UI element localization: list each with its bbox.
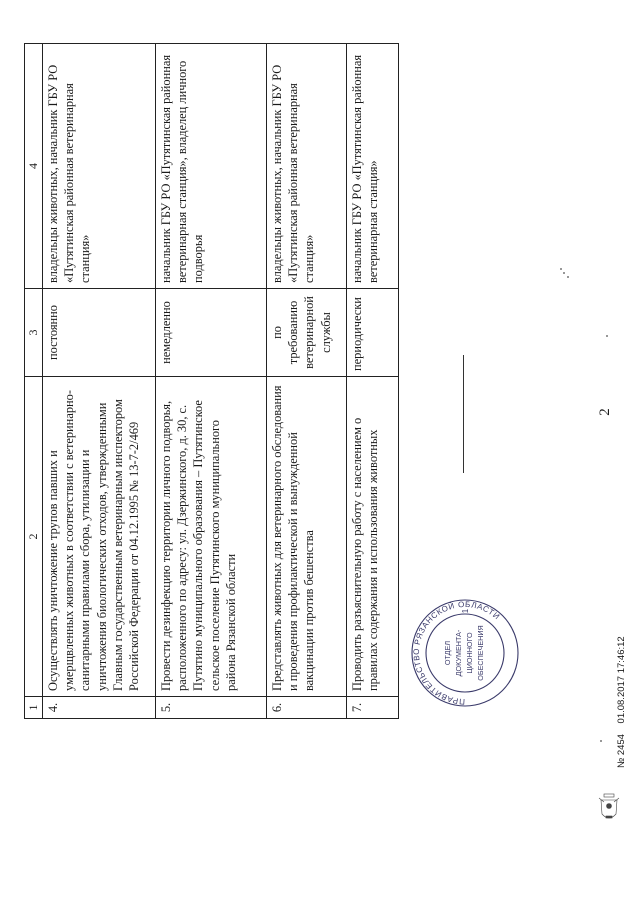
table-row xyxy=(156,44,267,719)
row-period: по требованию ветеринарной службы xyxy=(267,289,347,377)
row-responsible: владельцы животных, начальник ГБУ РО «Путятинская районная ветеринарная станция» xyxy=(267,44,347,289)
stamp-line-3: ЦИОННОГО xyxy=(465,632,474,674)
stamp-outer-text: ПРАВИТЕЛЬСТВО РЯЗАНСКОЙ ОБЛАСТИ xyxy=(411,599,502,707)
row-action: Провести дезинфекцию территории личного подворья, расположенного по адресу: ул. Дзержинского, д. 30, с. Путятино муниципального образования – Путятинское сельское поселение Путятинского муниципального района Рязанской области xyxy=(156,377,267,697)
rotated-table-container xyxy=(24,44,398,719)
row-responsible: начальник ГБУ РО «Путятинская районная ветеринарная станция» xyxy=(347,44,399,289)
row-number: 6. xyxy=(267,697,347,719)
row-number: 4. xyxy=(43,697,156,719)
stamp-line-2: ДОКУМЕНТА- xyxy=(454,629,463,677)
footer-doc-number: № 2454 xyxy=(616,734,627,768)
row-period: немедленно xyxy=(156,289,267,377)
stamp-line-4: ОБЕСПЕЧЕНИЯ xyxy=(476,625,485,681)
row-number: 7. xyxy=(347,697,399,719)
stamp-number: 1 xyxy=(461,608,470,614)
table-row xyxy=(267,44,347,719)
page-number: 2 xyxy=(597,408,613,416)
row-responsible: владельцы животных, начальник ГБУ РО «Путятинская районная ветеринарная станция» xyxy=(43,44,156,289)
official-stamp xyxy=(410,598,520,708)
table-header-row xyxy=(25,44,43,719)
row-period: постоянно xyxy=(43,289,156,377)
coat-of-arms-icon xyxy=(596,790,622,826)
header-cell-3: 3 xyxy=(25,289,43,377)
footer-datetime: 01.08.2017 17:46:12 xyxy=(616,636,627,724)
measures-table xyxy=(24,43,399,719)
page-number-wrap xyxy=(593,400,617,424)
header-cell-4: 4 xyxy=(25,44,43,289)
row-period: периодически xyxy=(347,289,399,377)
row-action: Проводить разъяснительную работу с населением о правилах содержания и использования животных xyxy=(347,377,399,697)
signature-line xyxy=(463,355,464,473)
table-row xyxy=(347,44,399,719)
row-action: Осуществлять уничтожение трупов павших и умерщвленных животных в соответствии с ветеринарно-санитарными правилами сбора, утилизации и уничтожения биологических отходов, утвержденными Главным государственным ветеринарным инспектором Российской Федерации от 04.12.1995 № 13-7-2/469 xyxy=(43,377,156,697)
row-number: 5. xyxy=(156,697,267,719)
table-row xyxy=(43,44,156,719)
row-responsible: начальник ГБУ РО «Путятинская районная ветеринарная станция», владелец личного подворья xyxy=(156,44,267,289)
header-cell-1: 1 xyxy=(25,697,43,719)
footer-registration xyxy=(616,568,630,768)
stamp-line-1: ОТДЕЛ xyxy=(443,640,452,666)
row-action: Представлять животных для ветеринарного обследования и проведения профилактической и вынужденной вакцинации против бешенства xyxy=(267,377,347,697)
header-cell-2: 2 xyxy=(25,377,43,697)
